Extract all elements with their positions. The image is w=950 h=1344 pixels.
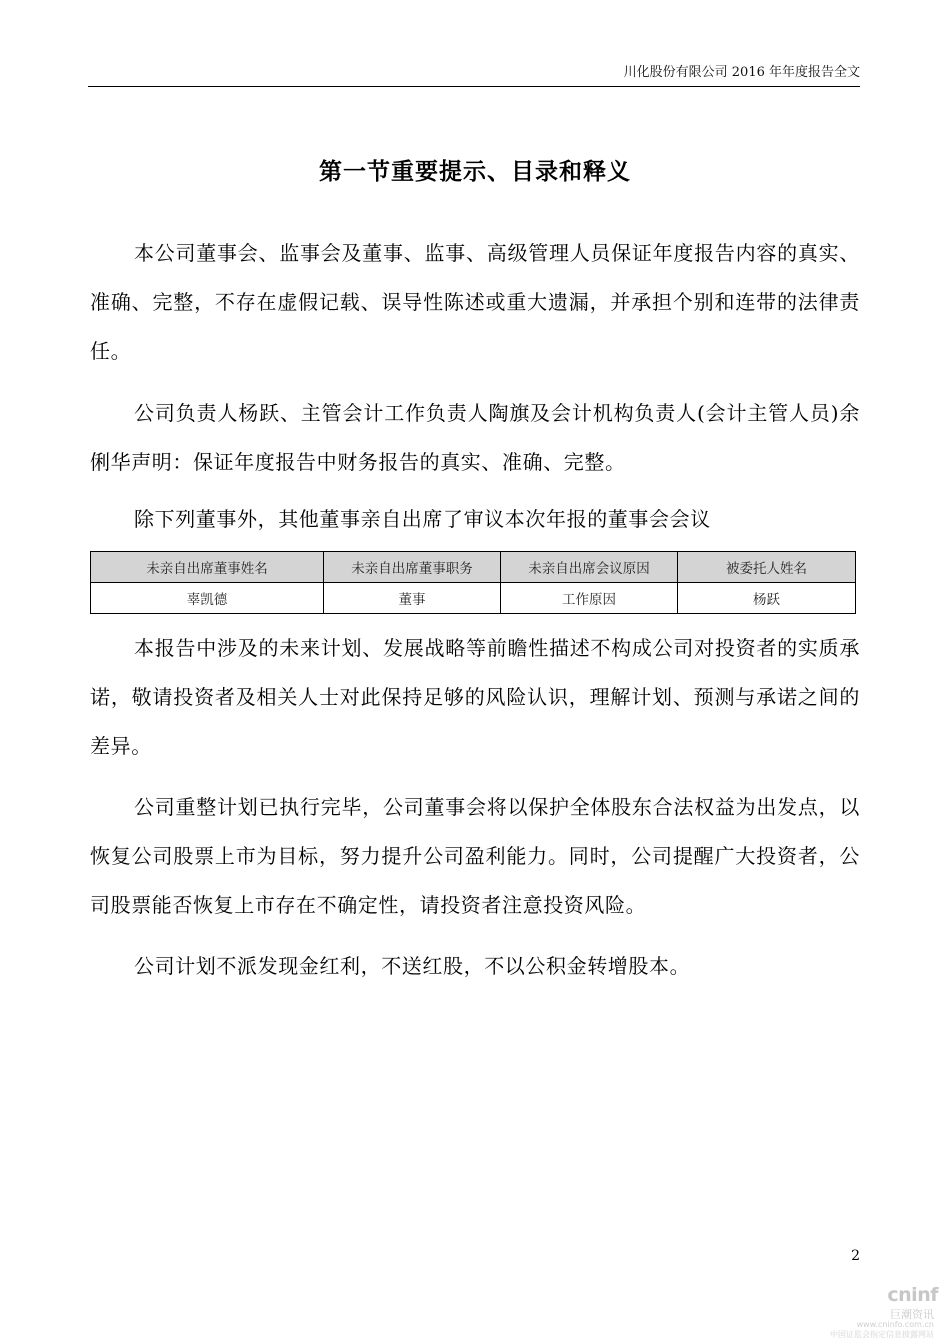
watermark-cn: 中国证监会指定信息披露网站 bbox=[830, 1330, 934, 1339]
table-cell: 工作原因 bbox=[501, 583, 678, 614]
table-cell: 杨跃 bbox=[678, 583, 856, 614]
watermark-brand: cninf bbox=[887, 1284, 938, 1306]
table-cell: 辜凯德 bbox=[91, 583, 324, 614]
table-header-cell: 未亲自出席董事职务 bbox=[324, 552, 501, 583]
table-header-cell: 未亲自出席会议原因 bbox=[501, 552, 678, 583]
absent-directors-table bbox=[90, 551, 856, 614]
statement-paragraph-4: 本报告中涉及的未来计划、发展战略等前瞻性描述不构成公司对投资者的实质承诺，敬请投资者及相关人士对此保持足够的风险认识，理解计划、预测与承诺之间的差异。 bbox=[90, 636, 860, 758]
statement-paragraph-6: 公司计划不派发现金红利，不送红股，不以公积金转增股本。 bbox=[134, 954, 691, 978]
watermark-sub: 巨潮资讯 bbox=[890, 1308, 934, 1321]
section-title: 第一节重要提示、目录和释义 bbox=[319, 158, 631, 185]
header-rule bbox=[88, 86, 860, 87]
statement-paragraph-5: 公司重整计划已执行完毕，公司董事会将以保护全体股东合法权益为出发点，以恢复公司股票上市为目标，努力提升公司盈利能力。同时，公司提醒广大投资者，公司股票能否恢复上市存在不确定性，请投资者注意投资风险。 bbox=[90, 795, 860, 917]
table-header-row bbox=[91, 552, 856, 583]
table-header-cell: 未亲自出席董事姓名 bbox=[91, 552, 324, 583]
cninfo-watermark-logo bbox=[830, 1284, 938, 1339]
page-number: 2 bbox=[851, 1248, 860, 1264]
watermark-url: www.cninfo.com.cn bbox=[856, 1320, 934, 1329]
table-cell: 董事 bbox=[324, 583, 501, 614]
statement-paragraph-3: 除下列董事外，其他董事亲自出席了审议本次年报的董事会会议 bbox=[134, 507, 711, 531]
table-row bbox=[91, 583, 856, 614]
running-header: 川化股份有限公司 2016 年年度报告全文 bbox=[623, 65, 860, 80]
statement-paragraph-1: 本公司董事会、监事会及董事、监事、高级管理人员保证年度报告内容的真实、准确、完整，不存在虚假记载、误导性陈述或重大遗漏，并承担个别和连带的法律责任。 bbox=[90, 241, 860, 363]
table-header-cell: 被委托人姓名 bbox=[678, 552, 856, 583]
statement-paragraph-2: 公司负责人杨跃、主管会计工作负责人陶旗及会计机构负责人(会计主管人员)余俐华声明：保证年度报告中财务报告的真实、准确、完整。 bbox=[90, 401, 860, 474]
